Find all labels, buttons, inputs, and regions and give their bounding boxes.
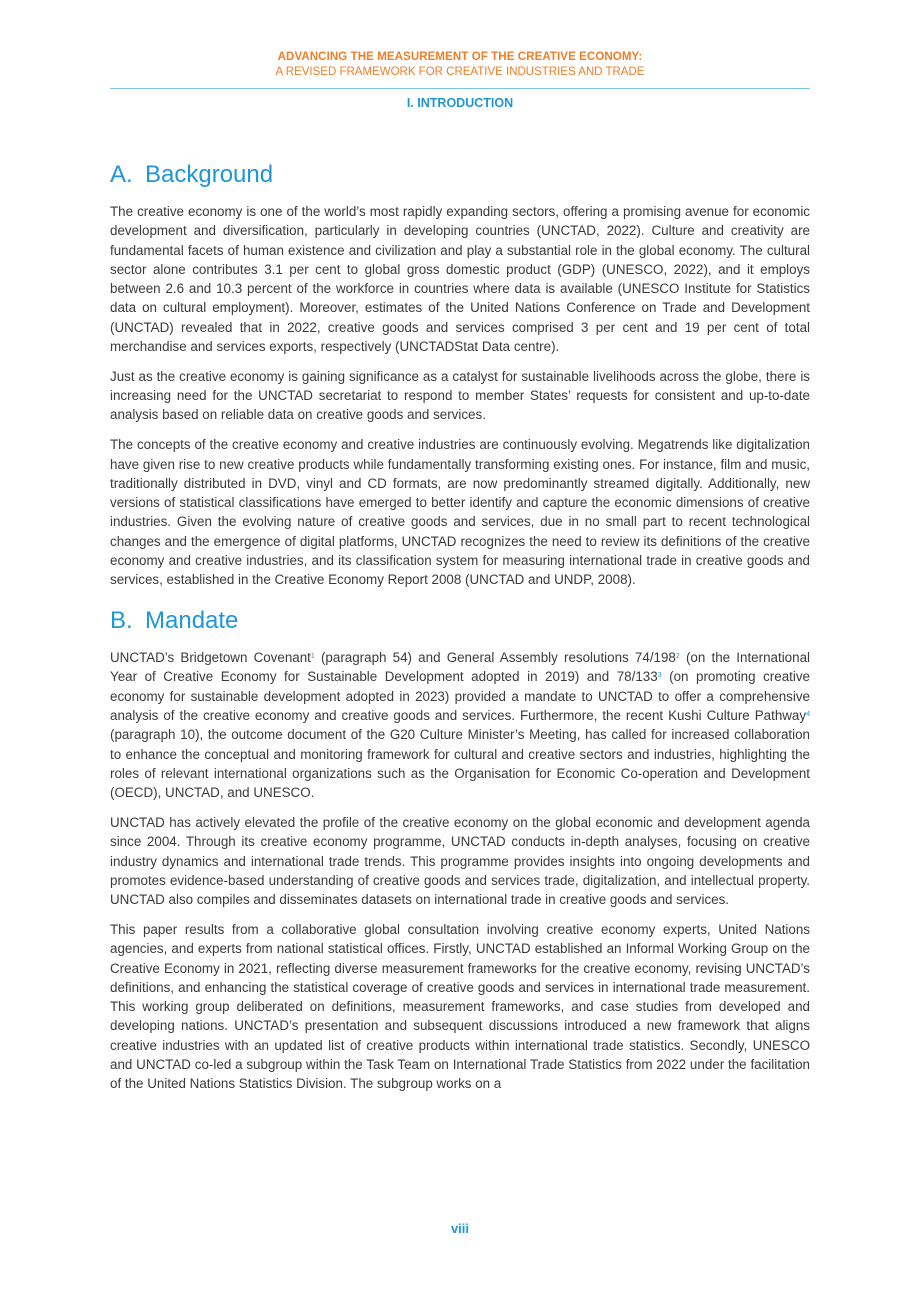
footnote-ref[interactable]: 1 [310,653,315,661]
report-title: ADVANCING THE MEASUREMENT OF THE CREATIVE ECONOMY: [277,51,643,63]
footnote-ref[interactable]: 3 [657,672,662,680]
paragraph: This paper results from a collaborative global consultation involving creative economy experts, United Nations agencies, and experts from national statistical offices. Firstly, UNCTAD established an Informal Working Group on the Creative Economy in 2021, reflecting diverse measurement frameworks for the creative economy, revising UNCTAD’s definitions, and enhancing the statistical coverage of creative goods and services in international trade measurement. This working group deliberated on definitions, measurement frameworks, and case studies from developed and developing nations. UNCTAD’s presentation and subsequent discussions introduced a new framework that aligns creative industries with an updated list of creative products within international trade statistics. Secondly, UNESCO and UNCTAD co-led a subgroup within the Task Team on International Trade Statistics from 2022 under the facilitation of the United Nations Statistics Division. The subgroup works on a [110,922,810,1092]
section-heading-background [110,158,810,192]
text-run: (paragraph 10), the outcome document of the G20 Culture Minister’s Meeting, has called for increased collaboration to enhance the conceptual and monitoring framework for cultural and creative sectors and industries, highlighting the roles of relevant international organizations such as the Organisation for Economic Co-operation and Development (OECD), UNCTAD, and UNESCO. [110,727,810,801]
page-body [110,158,810,1104]
paragraph: The creative economy is one of the world’s most rapidly expanding sectors, offering a promising avenue for economic development and diversification, particularly in developing countries (UNCTAD, 2022). Culture and creativity are fundamental facets of human existence and civilization and play a substantial role in the global economy. The cultural sector alone contributes 3.1 per cent to global gross domestic product (GDP) (UNESCO, 2022), and it employs between 2.6 and 10.3 percent of the workforce in countries where data is available (UNESCO Institute for Statistics data on cultural employment). Moreover, estimates of the United Nations Conference on Trade and Development (UNCTAD) revealed that in 2022, creative goods and services comprised 3 per cent and 19 per cent of total merchandise and services exports, respectively (UNCTADStat Data centre). [110,204,810,355]
section-title: Background [145,161,274,188]
footnote-ref[interactable]: 2 [675,653,680,661]
text-run: (on the International Year of Creative Economy for Sustainable Development adopted in 2019) and 78/133 [110,650,810,685]
section-letter: B. [110,607,133,635]
page-number: viii [450,1221,470,1236]
paragraph [110,648,810,802]
text-run: (paragraph 54) and General Assembly resolutions 74/198 [314,650,676,666]
section-heading-mandate [110,604,810,638]
footnote-ref[interactable]: 4 [806,711,810,719]
chapter-label: I. INTRODUCTION [406,96,514,110]
paragraph: The concepts of the creative economy and creative industries are continuously evolving. Megatrends like digitalization have given rise to new creative products while fundamentally transforming existing ones. For instance, film and music, traditionally distributed in DVD, vinyl and CD formats, are now predominantly streamed digitally. Additionally, new versions of statistical classifications have emerged to better identify and capture the economic dimensions of creative industries. Given the evolving nature of creative goods and services, due in no small part to recent technological changes and the emergence of digital platforms, UNCTAD recognizes the need to review its definitions of the creative economy and creative industries, and its classification system for measuring international trade in creative goods and services, established in the Creative Economy Report 2008 (UNCTAD and UNDP, 2008). [110,437,810,588]
header-divider [110,88,810,89]
text-run: (on promoting creative economy for sustainable development adopted in 2023) provided a mandate to UNCTAD to offer a comprehensive analysis of the creative economy and creative goods and services. Furthermore, the recent Kushi Culture Pathway [110,669,810,724]
section-title: Mandate [145,607,239,635]
section-letter: A. [110,161,133,188]
text-run: UNCTAD’s Bridgetown Covenant [110,650,311,666]
report-subtitle: A REVISED FRAMEWORK FOR CREATIVE INDUSTRIES AND TRADE [275,66,645,78]
paragraph: UNCTAD has actively elevated the profile of the creative economy on the global economic and development agenda since 2004. Through its creative economy programme, UNCTAD conducts in-depth analyses, focusing on creative industry dynamics and international trade trends. This programme provides insights into ongoing developments and promotes evidence-based understanding of creative goods and services trade, digitalization, and intellectual property. UNCTAD also compiles and disseminates datasets on international trade in creative goods and services. [110,815,810,908]
running-header [110,50,810,80]
paragraph: Just as the creative economy is gaining significance as a catalyst for sustainable livelihoods across the globe, there is increasing need for the UNCTAD secretariat to respond to member States’ requests for consistent and up-to-date analysis based on reliable data on creative goods and services. [110,368,810,423]
